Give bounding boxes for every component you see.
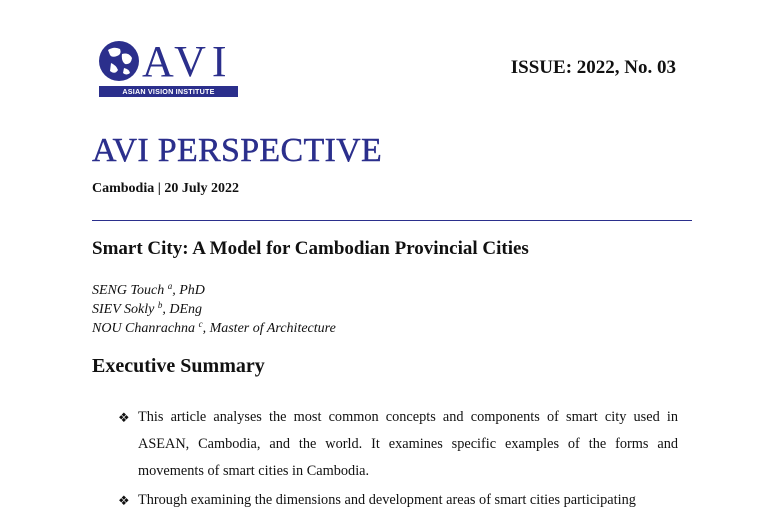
author-line: SENG Touch $^a$, PhD <box>92 281 205 298</box>
author-list <box>92 281 336 338</box>
page-title: AVI PERSPECTIVE <box>92 132 383 169</box>
article-title: Smart City: A Model for Cambodian Provincial Cities <box>92 238 529 259</box>
summary-bullets <box>118 404 678 514</box>
bullet-item: ❖ This article analyses the most common concepts and components of smart city used in ASEAN, Cambodia, and the world. It examines specific examples of the forms and movements of smart cities in Cambodia. <box>118 404 678 485</box>
location-date: Cambodia | 20 July 2022 <box>92 181 239 196</box>
section-heading: Executive Summary <box>92 355 265 377</box>
diamond-bullet-icon: ❖ <box>118 493 130 508</box>
avi-logo <box>98 38 240 100</box>
author-line: NOU Chanrachna $^c$, Master of Architecture <box>92 319 336 336</box>
diamond-bullet-icon: ❖ <box>118 410 130 425</box>
issue-label: ISSUE: 2022, No. 03 <box>510 57 676 78</box>
author-line: SIEV Sokly $^b$, DEng <box>92 300 203 317</box>
divider <box>92 220 692 221</box>
globe-icon <box>98 38 142 84</box>
bullet-item: ❖ Through examining the dimensions and development areas of smart cities participating <box>118 487 678 514</box>
logo-subtitle: ASIAN VISION INSTITUTE <box>99 86 238 97</box>
logo-wordmark: AVI <box>142 37 233 86</box>
